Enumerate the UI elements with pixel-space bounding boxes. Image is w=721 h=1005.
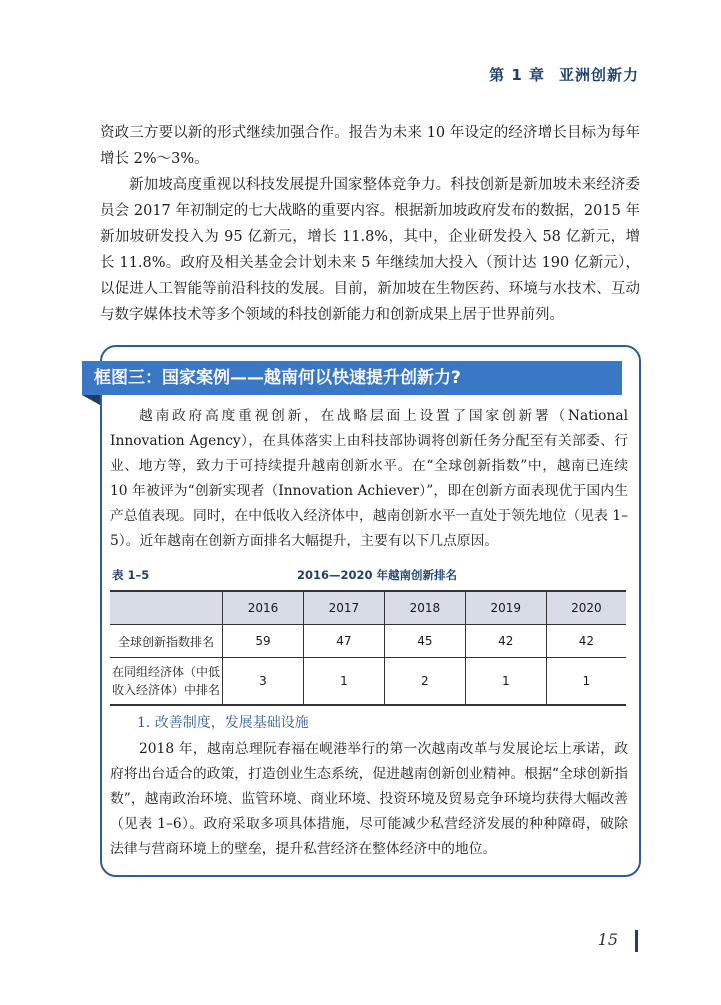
table-cell: 47 — [303, 625, 384, 658]
table-title: 2016—2020 年越南创新排名 — [297, 568, 458, 582]
ranking-table — [110, 590, 626, 706]
table-cell: 45 — [384, 625, 465, 658]
banner-fold — [82, 395, 100, 405]
table-header-row — [110, 591, 626, 625]
table-row — [110, 625, 626, 658]
table-cell: 1 — [546, 658, 626, 706]
case-box-intro: 越南政府高度重视创新，在战略层面上设置了国家创新署（National Innovation Agency），在具体落实上由科技部协调将创新任务分配至有关部委、行业、地方等，致力于可持续提升越南创新水平。在“全球创新指数”中，越南已连续 10 年被评为“创新实现者（Innovation Achiever）”，即在创新方面表现优于国内生产总值表现。同时，在中低收入经济体中，越南创新水平一直处于领先地位（见表 1–5）。近年越南在创新方面排名大幅提升，主要有以下几点原因。 — [110, 408, 628, 549]
page-number-bar — [635, 930, 638, 952]
paragraph-continued: 资政三方要以新的形式继续加强合作。报告为未来 10 年设定的经济增长目标为每年增长 2%～3%。 — [100, 125, 640, 167]
table-header-empty — [110, 591, 223, 625]
table-label: 表 1–5 — [112, 568, 150, 582]
table-cell: 1 — [303, 658, 384, 706]
page-number: 15 — [597, 930, 618, 949]
table-cell: 1 — [465, 658, 546, 706]
row-label: 全球创新指数排名 — [110, 625, 223, 658]
table-cell: 59 — [223, 625, 304, 658]
table-caption — [112, 567, 622, 583]
table-header-year: 2018 — [384, 591, 465, 625]
table-cell: 42 — [546, 625, 626, 658]
table-header-year: 2019 — [465, 591, 546, 625]
paragraph-singapore: 新加坡高度重视以科技发展提升国家整体竞争力。科技创新是新加坡未来经济委员会 2017 年初制定的七大战略的重要内容。根据新加坡政府发布的数据，2015 年新加坡研发投入为 95 亿新元，增长 11.8%，其中，企业研发投入 58 亿新元，增长 11.8%。政府及相关基金会计划未来 5 年继续加大投入（预计达 190 亿新元），以促进人工智能等前沿科技的发展。目前，新加坡在生物医药、环境与水技术、互动与数字媒体技术等多个领域的科技创新能力和创新成果上居于世界前列。 — [100, 177, 640, 323]
case-box-title: 框图三：国家案例——越南何以快速提升创新力? — [82, 361, 622, 395]
case-box-intro-block — [110, 404, 628, 554]
case-box-para2-block — [110, 737, 628, 862]
table-header-year: 2017 — [303, 591, 384, 625]
chapter-title: 亚洲创新力 — [558, 66, 639, 84]
table-cell: 2 — [384, 658, 465, 706]
table-header-year: 2016 — [223, 591, 304, 625]
chapter-header — [489, 64, 639, 85]
table-cell: 3 — [223, 658, 304, 706]
body-text — [100, 120, 640, 328]
chapter-label: 第 1 章 — [489, 66, 545, 84]
table-row — [110, 658, 626, 706]
row-label: 在同组经济体（中低收入经济体）中排名 — [110, 658, 223, 706]
table-cell: 42 — [465, 625, 546, 658]
section-subheading: 1. 改善制度，发展基础设施 — [137, 715, 309, 731]
table-header-year: 2020 — [546, 591, 626, 625]
case-box-paragraph: 2018 年，越南总理阮春福在岘港举行的第一次越南改革与发展论坛上承诺，政府将出台适合的政策，打造创业生态系统，促进越南创新创业精神。根据“全球创新指数”，越南政治环境、监管环境、商业环境、投资环境及贸易竞争环境均获得大幅改善（见表 1–6）。政府采取多项具体措施，尽可能减少私营经济发展的种种障碍，破除法律与营商环境上的壁垒，提升私营经济在整体经济中的地位。 — [110, 741, 628, 857]
